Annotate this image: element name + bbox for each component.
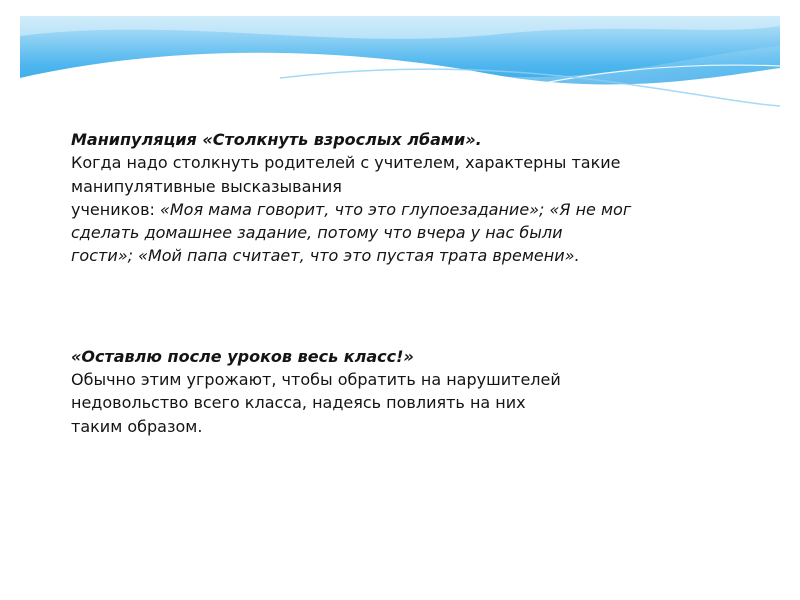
section-manipulation-heads <box>71 128 731 268</box>
body-line: Когда надо столкнуть родителей с учителем, характерны такие <box>71 153 621 173</box>
quote-line: сделать домашнее задание, потому что вчера у нас были <box>71 223 563 243</box>
body-line <box>71 198 731 221</box>
section-stay-after-class <box>71 345 731 438</box>
body-line: Обычно этим угрожают, чтобы обратить на нарушителей <box>71 370 561 390</box>
quote-line: гости»; «Мой папа считает, что это пустая трата времени». <box>71 246 580 266</box>
quote-text: «Моя мама говорит, что это глупоезадание»; «Я не мог <box>159 199 632 219</box>
section-heading: «Оставлю после уроков весь класс!» <box>71 346 414 366</box>
section-heading: Манипуляция «Столкнуть взрослых лбами». <box>71 130 482 149</box>
slide-body <box>71 128 731 438</box>
body-line: таким образом. <box>71 416 203 436</box>
body-text: учеников: <box>71 199 160 219</box>
body-line: манипулятивные высказывания <box>71 176 342 196</box>
body-line: недовольство всего класса, надеясь повлиять на них <box>71 393 526 413</box>
decorative-wave-banner <box>20 16 780 126</box>
